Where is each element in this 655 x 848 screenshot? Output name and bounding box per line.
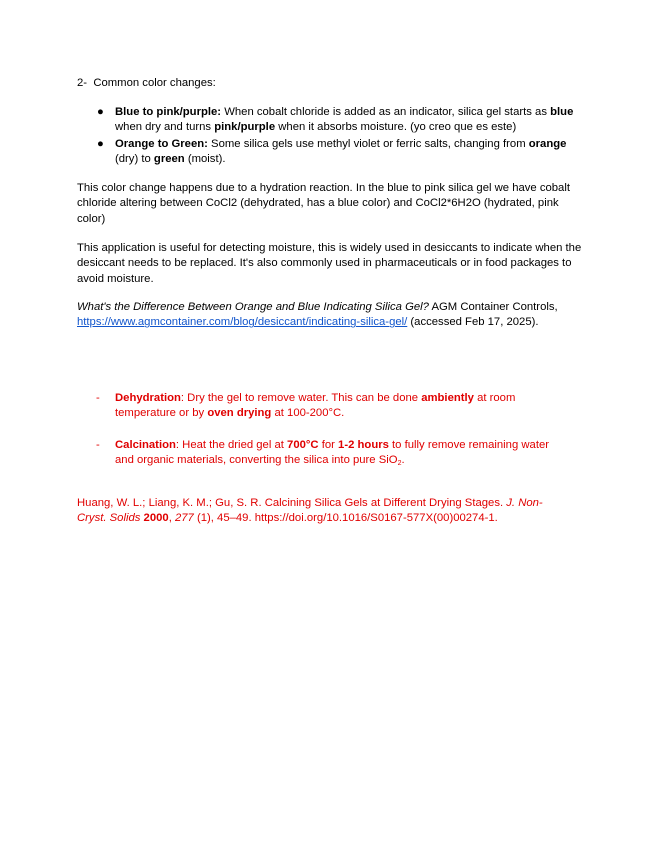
step-emph: oven drying — [207, 407, 272, 420]
bullet-icon: ● — [97, 106, 104, 118]
citation-accessed: (accessed Feb 17, 2025). — [407, 316, 539, 329]
step-text — [115, 439, 549, 466]
bullet-icon: ● — [97, 137, 104, 150]
application-paragraph: This application is useful for detecting moisture, this is widely used in desiccants to indicate when the desiccant needs to be replaced. It's also commonly used in pharmaceuticals or in food packages to avoid moisture. — [77, 242, 582, 285]
step-text-run: at 100-200°C. — [271, 407, 345, 420]
item-title: Orange to Green: — [115, 137, 208, 150]
step-text-run: . — [401, 454, 405, 467]
item-title: Blue to pink/purple: — [115, 106, 222, 118]
step-emph: ambiently — [421, 392, 474, 404]
citation-link[interactable]: https://www.agmcontainer.com/blog/desiccant/indicating-silica-gel/ — [77, 316, 408, 329]
step-emph: 1-2 hours — [338, 438, 389, 451]
item-text: (moist). — [184, 153, 226, 166]
step-item-calcination — [77, 438, 567, 470]
subscript: 2 — [397, 460, 402, 468]
citation-title: What's the Difference Between Orange and Blue Indicating Silica Gel? — [77, 301, 429, 313]
dash-marker: - — [96, 438, 100, 451]
citation-agm — [77, 300, 582, 331]
citation-journal: J. Non-Cryst. Solids — [77, 497, 543, 525]
process-steps — [77, 391, 567, 470]
citation-publisher: AGM Container Controls, — [428, 301, 558, 313]
step-emph: Calcination — [115, 438, 176, 451]
step-emph: 700°C — [287, 438, 319, 451]
step-text-run: for — [318, 438, 339, 451]
hydration-paragraph: This color change happens due to a hydration reaction. In the blue to pink silica gel we have cobalt chloride altering between CoCl2 (dehydrated, has a blue color) and CoCl2*6H2O (hydrated, pink color) — [77, 182, 570, 225]
dash-marker: - — [96, 392, 100, 404]
item-text: Some silica gels use methyl violet or ferric salts, changing from — [207, 137, 529, 150]
color-change-list — [77, 105, 577, 169]
step-emph: Dehydration — [115, 392, 181, 404]
step-text-run: : Heat the dried gel at — [175, 438, 288, 451]
item-text: (dry) to — [115, 153, 154, 166]
step-text-run: to fully remove remaining water and organic materials, converting the silica into pure SiO — [115, 438, 550, 467]
item-text: when dry and turns — [115, 121, 215, 134]
item-emph: orange — [528, 137, 567, 150]
citation-authors: Huang, W. L.; Liang, K. M.; Gu, S. R. Calcining Silica Gels at Different Drying Stages. — [77, 497, 507, 509]
step-item-dehydration — [77, 391, 567, 422]
step-text — [115, 392, 515, 419]
citation-huang: Huang, W. L.; Liang, K. M.; Gu, S. R. Calcining Silica Gels at Different Drying Stages. J. Non-Cryst. Solids 2000, 277 (1), 45–49. https://doi.org/10.1016/S0167-577X(00)00274-1. — [77, 497, 543, 525]
section-number: 2- — [77, 77, 88, 89]
list-item — [77, 105, 577, 136]
section-title: Common color changes: — [93, 77, 216, 89]
list-item — [77, 137, 577, 168]
item-text: When cobalt chloride is added as an indicator, silica gel starts as — [221, 106, 551, 118]
citation-pages: (1), 45–49. https://doi.org/10.1016/S0167-577X(00)00274-1. — [193, 512, 498, 525]
citation-year: 2000 — [143, 512, 169, 525]
step-text-run: at room temperature or by — [115, 392, 516, 420]
section-heading — [77, 76, 582, 91]
citation-volume: 277 — [174, 512, 194, 525]
step-text-run: : Dry the gel to remove water. This can be done — [180, 392, 422, 404]
item-emph: pink/purple — [214, 121, 276, 134]
item-text: when it absorbs moisture. (yo creo que es este) — [275, 121, 517, 134]
item-emph: green — [153, 153, 185, 166]
item-emph: blue — [550, 106, 574, 118]
